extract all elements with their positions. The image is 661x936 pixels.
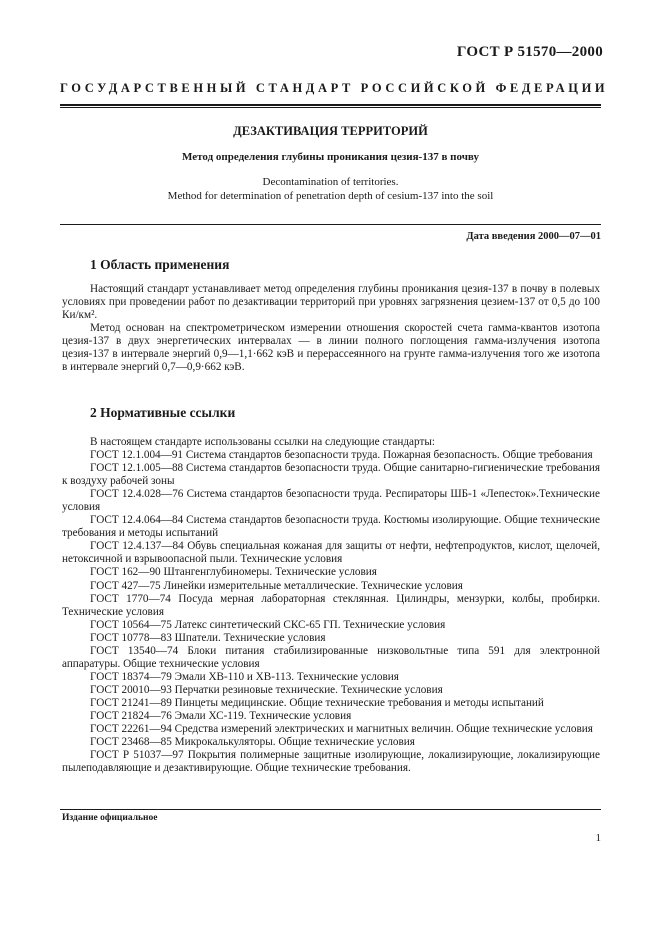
reference-item: ГОСТ 21824—76 Эмали ХС-119. Технические условия — [90, 709, 352, 722]
official-edition-label: Издание официальное — [62, 813, 158, 823]
reference-item: ГОСТ 12.4.137—84 Обувь специальная кожаная для защиты от нефти, нефтепродуктов, кислот, щелочей, нетоксичной и взрывоопасной пыли. Технические условия — [62, 540, 600, 566]
reference-item: ГОСТ 12.4.064—84 Система стандартов безопасности труда. Костюмы изолирующие. Общие технические требования и методы испытаний — [62, 514, 600, 540]
reference-item: ГОСТ 20010—93 Перчатки резиновые технические. Технические условия — [90, 683, 443, 696]
introduction-date: Дата введения 2000—07—01 — [466, 231, 601, 242]
section-1-body — [62, 283, 600, 374]
reference-item: ГОСТ 18374—79 Эмали ХВ-110 и ХВ-113. Технические условия — [90, 670, 399, 683]
section-1-paragraph: Настоящий стандарт устанавливает метод определения глубины проникания цезия-137 в почву в полевых условиях при проведении работ по дезактивации территорий при уровнях загрязнения цезием-137 от 0,5 до 100 Ки/км². — [62, 283, 600, 322]
english-title-line-1: Decontamination of territories. — [262, 176, 399, 188]
reference-item: ГОСТ 1770—74 Посуда мерная лабораторная стеклянная. Цилиндры, мензурки, колбы, пробирки. Технические условия — [62, 592, 600, 618]
reference-item: ГОСТ 12.4.028—76 Система стандартов безопасности труда. Респираторы ШБ-1 «Лепесток».Технические условия — [62, 488, 600, 514]
reference-item: ГОСТ 22261—94 Средства измерений электрических и магнитных величин. Общие технические условия — [90, 723, 593, 736]
footer-rule — [60, 809, 601, 810]
references-intro: В настоящем стандарте использованы ссылки на следующие стандарты: — [90, 436, 435, 448]
title-rule — [60, 224, 601, 225]
reference-item: ГОСТ 427—75 Линейки измерительные металлические. Технические условия — [90, 579, 463, 592]
reference-item: ГОСТ 13540—74 Блоки питания стабилизированные низковольтные типа 591 для электронной аппаратуры. Общие технические условия — [62, 644, 600, 670]
reference-item: ГОСТ 12.1.005—88 Система стандартов безопасности труда. Общие санитарно-гигиенические требования к воздуху рабочей зоны — [62, 462, 600, 488]
gost-code: ГОСТ Р 51570—2000 — [456, 44, 603, 60]
state-standard-header: ГОСУДАРСТВЕННЫЙ СТАНДАРТ РОССИЙСКОЙ ФЕДЕРАЦИИ — [60, 81, 609, 95]
document-title: ДЕЗАКТИВАЦИЯ ТЕРРИТОРИЙ — [233, 124, 428, 138]
document-subtitle: Метод определения глубины проникания цезия-137 в почву — [182, 151, 479, 163]
page-number: 1 — [595, 832, 601, 844]
reference-item: ГОСТ 162—90 Штангенглубиномеры. Технические условия — [90, 566, 377, 579]
reference-item: ГОСТ 23468—85 Микрокалькуляторы. Общие технические условия — [90, 736, 415, 749]
section-1-paragraph: Метод основан на спектрометрическом измерении отношения скоростей счета гамма-квантов изотопа цезия-137 в двух энергетических интервалах — в линии полного поглощения гамма-излучения изотопа цезия-137 в интервале энергий 0,9—1,1·662 кэВ и перерассеянного на грунте гамма-излучения того же изотопа в интервале энергий 0,7—0,9·662 кэВ. — [62, 322, 600, 374]
english-title — [60, 176, 601, 203]
english-title-line-2: Method for determination of penetration depth of cesium-137 into the soil — [167, 189, 494, 202]
section-2-body — [62, 436, 600, 775]
reference-item: ГОСТ 21241—89 Пинцеты медицинские. Общие технические требования и методы испытаний — [90, 696, 544, 709]
header-rule-thin — [60, 107, 601, 108]
section-2-heading: 2 Нормативные ссылки — [90, 405, 236, 420]
header-rule-thick — [60, 104, 601, 106]
section-1-heading: 1 Область применения — [90, 257, 230, 272]
reference-item: ГОСТ 10778—83 Шпатели. Технические условия — [90, 631, 326, 644]
reference-item: ГОСТ 12.1.004—91 Система стандартов безопасности труда. Пожарная безопасность. Общие требования — [90, 449, 593, 462]
reference-item: ГОСТ Р 51037—97 Покрытия полимерные защитные изолирующие, локализирующие, локализирующие пылеподавляющие и дезактивирующие. Общие технические требования. — [62, 749, 600, 775]
reference-item: ГОСТ 10564—75 Латекс синтетический СКС-65 ГП. Технические условия — [90, 618, 446, 631]
